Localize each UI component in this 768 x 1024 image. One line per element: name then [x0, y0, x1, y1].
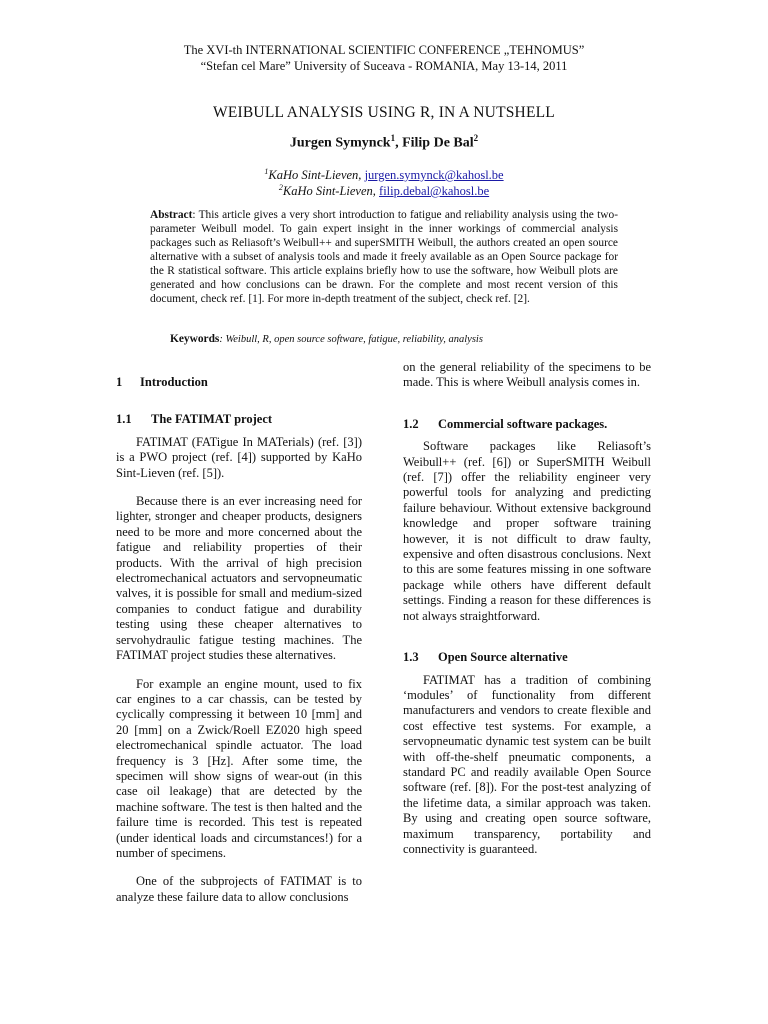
paragraph-subprojects: One of the subprojects of FATIMAT is to analyze these failure data to allow conclusions [116, 874, 362, 904]
author-2: Filip De Bal [402, 135, 474, 151]
affiliation-2-name: KaHo Sint-Lieven, [282, 184, 380, 199]
authors [0, 133, 768, 152]
paper-title: WEIBULL ANALYSIS USING R, IN A NUTSHELL [213, 104, 555, 121]
author-1-sup: 1 [390, 133, 396, 143]
email-link-1[interactable]: jurgen.symynck@kahosl.be [364, 168, 504, 183]
left-column [116, 360, 362, 905]
keywords [170, 332, 620, 347]
section-heading-fatimat: 1.1 The FATIMAT project [116, 412, 273, 427]
keywords-text: : Weibull, R, open source software, fatigue, reliability, analysis [219, 334, 483, 345]
conference-venue: “Stefan cel Mare” University of Suceava - ROMANIA, May 13-14, 2011 [200, 59, 568, 73]
keywords-label: Keywords [170, 333, 220, 345]
email-link-2[interactable]: filip.debal@kahosl.be [379, 184, 490, 199]
paragraph-fatigue-need: Because there is an ever increasing need for lighter, stronger and cheaper products, designers need to be more and more concerned about the fatigue and reliability properties of their products. With the arrival of high precision electromechanical actuators and servopneumatic valves, it is possible for small and medium-sized companies to conduct fatigue and durability testing using these cheaper alternatives to servohydraulic fatigue testing machines. The FATIMAT project studies these alternatives. [116, 494, 362, 663]
abstract-text: : This article gives a very short introduction to fatigue and reliability analysis using the two-parameter Weibull model. To gain expert insight in the inner workings of commercial analysis packages such as Reliasoft’s Weibull++ and superSMITH Weibull, the authors created an open source alternative with a subset of analysis tools and made it freely available as an Open Source package for the R statistical software. This article explains briefly how to use the software, how Weibull plots are generated and how conclusions can be drawn. For the complete and most recent version of this document, check ref. [1]. For more in-depth treatment of the subject, check ref. [2]. [150, 209, 618, 305]
paragraph-fatimat-intro: FATIMAT (FATigue In MATerials) (ref. [3]) is a PWO project (ref. [4]) supported by KaHo Sint-Lieven (ref. [5]). [116, 434, 362, 480]
paragraph-engine-mount: For example an engine mount, used to fix car engines to a car chassis, can be tested by cyclically compressing it between 10 [mm] and 20 [mm] on a Zwick/Roell EZ020 high speed electromechanical spindle actuator. The load frequency is 3 [Hz]. After some time, the specimen will show signs of wear-out (in this case oil leakage) that are detected by the machine software. The test is then halted and the failure time is recorded. This test is repeated (under identical loads and circumstances!) for a number of specimens. [116, 676, 362, 860]
section-heading-introduction: 1 Introduction [116, 375, 208, 389]
section-heading-commercial: 1.2 Commercial software packages. [403, 416, 608, 431]
section-heading-open-source: 1.3 Open Source alternative [403, 650, 568, 665]
author-separator: , [395, 135, 403, 151]
author-2-sup: 2 [473, 133, 479, 143]
author-1: Jurgen Symynck [289, 135, 391, 151]
affiliation-2 [0, 180, 768, 199]
abstract-label: Abstract [150, 209, 193, 221]
affiliation-1-name: KaHo Sint-Lieven, [268, 168, 365, 183]
abstract [150, 208, 618, 306]
right-column [403, 360, 651, 857]
paragraph-commercial: Software packages like Reliasoft’s Weibull++ (ref. [6]) or SuperSMITH Weibull (ref. [7]) offer the reliability engineer very powerful tools for analyzing and predicting failure behaviour. Without extensive background knowledge and proper software training however, it is not difficult to draw faulty, expensive and often disastrous conclusions. Next to this are some features missing in one software package while others have different default settings. Finding a reason for these differences is not always straightforward. [403, 439, 651, 623]
affiliation-2-sup: 2 [278, 183, 283, 192]
paragraph-open-source: FATIMAT has a tradition of combining ‘modules’ of functionality from different manufacturers and vendors to create flexible and cost effective test systems. For example, a servopneumatic dynamic test system can be built with off-the-shelf pneumatic components, a standard PC and readily available Open Source software (ref. [8]). For the post-test analyzing of the lifetime data, a similar approach was taken. By using and creating open source software, maximum transparency, portability and connectivity is guaranteed. [403, 672, 651, 856]
paragraph-subprojects-cont: on the general reliability of the specimens to be made. This is where Weibull analysis comes in. [403, 360, 651, 390]
affiliation-1-sup: 1 [264, 167, 269, 176]
conference-title: The XVI-th INTERNATIONAL SCIENTIFIC CONFERENCE „TEHNOMUS” [183, 43, 585, 57]
